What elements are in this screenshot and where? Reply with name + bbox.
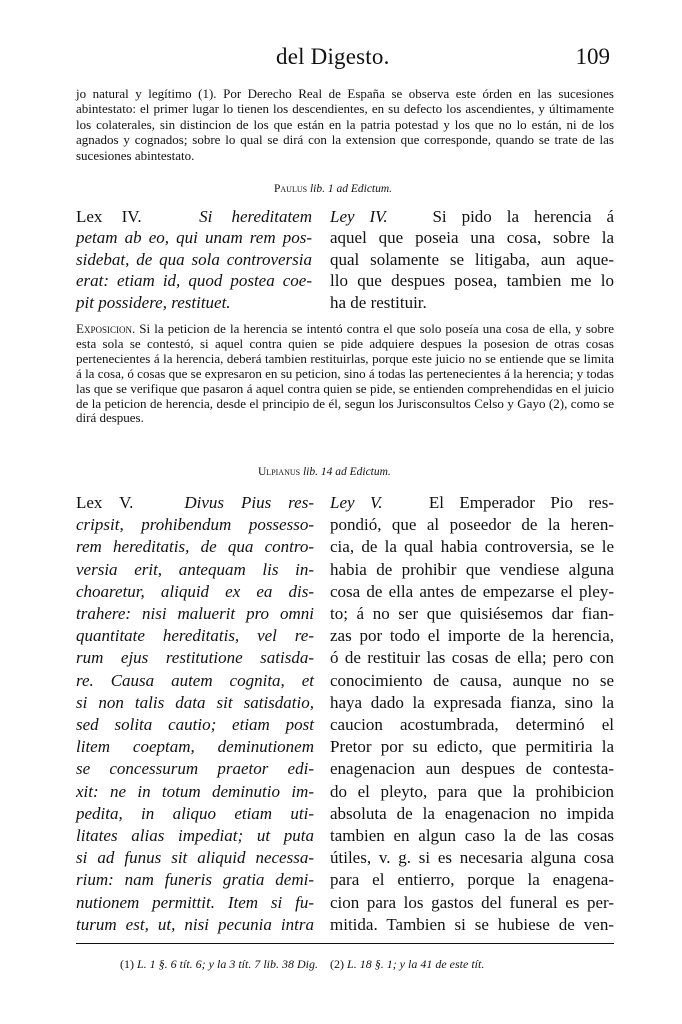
ley-v-spanish-line: zas por todo el importe de la herencia, — [330, 626, 614, 646]
ley-v-heading: Ley V. — [330, 493, 383, 512]
lex-v-latin-column — [76, 492, 314, 936]
ley-iv-spanish-line: qual solamente se litigaba, aun aque- — [330, 249, 614, 269]
ley-v-spanish-line: habia de prohibir que vendiese alguna — [330, 559, 614, 579]
ley-v-spanish-line: ó de restituir las cosas de ella; pero con — [330, 648, 614, 668]
ley-v-spanish-line: haya dado la expresada fianza, sino la — [330, 692, 614, 712]
ley-v-spanish-line-0: Ley V. El Emperador Pio res- — [330, 493, 614, 512]
ley-v-spanish-line: pondió, que al poseedor de la heren- — [330, 515, 614, 535]
ley-v-spanish-line: Pretor por su edicto, que permitiria la — [330, 737, 614, 757]
lex-iv-latin-line: sidebat, de qua sola controversia — [76, 249, 312, 269]
lex-v-latin-line: rem hereditatis, de qua contro- — [76, 537, 314, 557]
lex-v-latin-line: turum est, ut, nisi pecunia intra — [76, 914, 314, 934]
footnote-2-text: L. 18 §. 1; y la 41 de este tít. — [347, 957, 485, 971]
attribution-ref: lib. 1 ad Edictum. — [307, 183, 393, 195]
ley-v-spanish-line: do el pleyto, para que la prohibicion — [330, 781, 614, 801]
lex-v-latin-line: si non talis data sit satisdatio, — [76, 692, 314, 712]
lex-iv-latin-line-0: Lex IV. Si hereditatem — [76, 207, 313, 226]
source-attribution-ulpianus — [258, 466, 391, 478]
lex-v-latin-line: rum ejus restitutione satisda- — [76, 648, 314, 668]
lex-iv-heading: Lex IV. — [76, 207, 142, 226]
ley-v-spanish-line: caucion acostumbrada, determinó el — [330, 715, 614, 735]
source-attribution-paulus — [274, 183, 392, 195]
ley-v-spanish-line: para el entierro, porque la enagena- — [330, 870, 614, 890]
lex-v-latin-line: litem coeptam, deminutionem — [76, 737, 314, 757]
lex-v-latin-line: quantitate hereditatis, vel re- — [76, 626, 314, 646]
attribution-ref: lib. 14 ad Edictum. — [300, 466, 391, 478]
footnote-divider — [76, 943, 614, 944]
lex-iv-latin-column — [76, 206, 312, 313]
ley-iv-spanish-line: llo que despues posea, tambien me lo — [330, 271, 614, 291]
lex-v-latin-line: re. Causa autem cognita, et — [76, 670, 314, 690]
ley-v-spanish-line: enagenacion aun despues de contesta- — [330, 759, 614, 779]
intro-paragraph: jo natural y legítimo (1). Por Derecho Real de España se observa este órden en las sucesiones abintestato: el primer lugar lo tienen los descendientes, en su defecto los ascendientes, y últimamente los colaterales, sin distincion de los que están en la patria potestad y los que no lo están, ni de los agnados y cognados; sobre lo qual se dirá con la extension que corresponde, quando se trate de las sucesiones abintestato. — [76, 86, 614, 163]
lex-v-latin-line: choaretur, aliquid ex ea dis- — [76, 581, 314, 601]
lex-v-latin-line: si ad funus sit aliquid necessa- — [76, 848, 314, 868]
lex-v-latin-line: pedita, in aliquo etiam uti- — [76, 803, 314, 823]
ley-iv-spanish-line-0: Ley IV. Si pido la herencia á — [330, 207, 615, 226]
ley-v-spanish-line: to; á no ser que quisiésemos dar fian- — [330, 604, 614, 624]
ley-v-spanish-line: mitida. Tambien si se hubiese de ven- — [330, 914, 614, 934]
lex-v-latin-line: nutionem permittit. Item si fu- — [76, 892, 314, 912]
lex-v-latin-line: rium: nam funeris gratia demi- — [76, 870, 314, 890]
ley-v-spanish-column — [330, 492, 614, 936]
lex-v-latin-line: versia erit, antequam lis in- — [76, 559, 314, 579]
ley-v-spanish-line: útiles, v. g. si es necesaria alguna cosa — [330, 848, 614, 868]
lex-v-heading: Lex V. — [76, 493, 134, 512]
lex-v-latin-line-0: Lex V. Divus Pius res- — [76, 493, 314, 512]
footnotes — [120, 957, 484, 972]
lex-v-latin-line: xit: ne in totum deminutio im- — [76, 781, 314, 801]
ley-v-spanish-line: conocimiento de causa, aunque no se — [330, 670, 614, 690]
lex-v-latin-line: sed solita cautio; etiam post — [76, 715, 314, 735]
lex-v-latin-line: trahere: nisi maluerit pro omni — [76, 604, 314, 624]
footnote-2-mark: (2) — [330, 957, 345, 971]
running-header-title: del Digesto. — [276, 44, 390, 69]
attribution-author: Paulus — [274, 183, 308, 195]
ley-v-spanish-line: cia, de la qual habia controversia, se le — [330, 537, 614, 557]
lex-v-latin-line: cripsit, prohibendum possesso- — [76, 515, 314, 535]
ley-iv-spanish-line: ha de restituir. — [330, 292, 427, 312]
lex-iv-latin-line: pit possidere, restituet. — [76, 292, 231, 312]
lex-v-latin-line: se concessurum praetor edi- — [76, 759, 314, 779]
footnote-1-mark: (1) — [120, 957, 134, 971]
ley-iv-heading: Ley IV. — [330, 207, 388, 226]
attribution-author: Ulpianus — [258, 466, 301, 478]
ley-v-spanish-line: cion para los gastos del funeral es per- — [330, 892, 614, 912]
ley-v-spanish-line: cosa de ella antes de empezarse el pley- — [330, 581, 614, 601]
ley-v-spanish-line: absoluta de la enagenacion no impida — [330, 803, 614, 823]
footnote-1-text: L. 1 §. 6 tít. 6; y la 3 tít. 7 lib. 38 Dig. — [137, 957, 319, 971]
lex-iv-latin-line: petam ab eo, qui unam rem pos- — [76, 228, 312, 248]
exposicion-text: Si la peticion de la herencia se intentó contra el que solo poseía una cosa de ella, y sobre esta sola se contestó, si aquel contra quien se pide adquiere despues la posesion de otras cosas pertenecientes á la herencia, deberá tambien restituirlas, porque este juicio no se entiende que se limita á la cosa, ó cosas que se expresaron en su peticion, sino á todas las pertenecientes á la herencia; y todas las que se verifique que pasaron á aquel contra quien se pide, se entienden comprehendidas en el juicio de la peticion de herencia, desde el principio de él, segun los Jurisconsultos Celso y Gayo (2), como se dirá despues. — [76, 321, 614, 426]
ley-v-spanish-line: tambien en algun caso la de las cosas — [330, 826, 614, 846]
exposicion-label: Exposicion. — [76, 321, 136, 336]
ley-iv-spanish-line: aquel que poseia una cosa, sobre la — [330, 228, 614, 248]
page-number: 109 — [575, 44, 610, 69]
lex-v-latin-line: litates alias impediat; ut puta — [76, 826, 314, 846]
exposicion-paragraph — [76, 322, 614, 426]
lex-iv-latin-line: erat: etiam id, quod postea coe- — [76, 271, 312, 291]
ley-iv-spanish-column — [330, 206, 614, 313]
